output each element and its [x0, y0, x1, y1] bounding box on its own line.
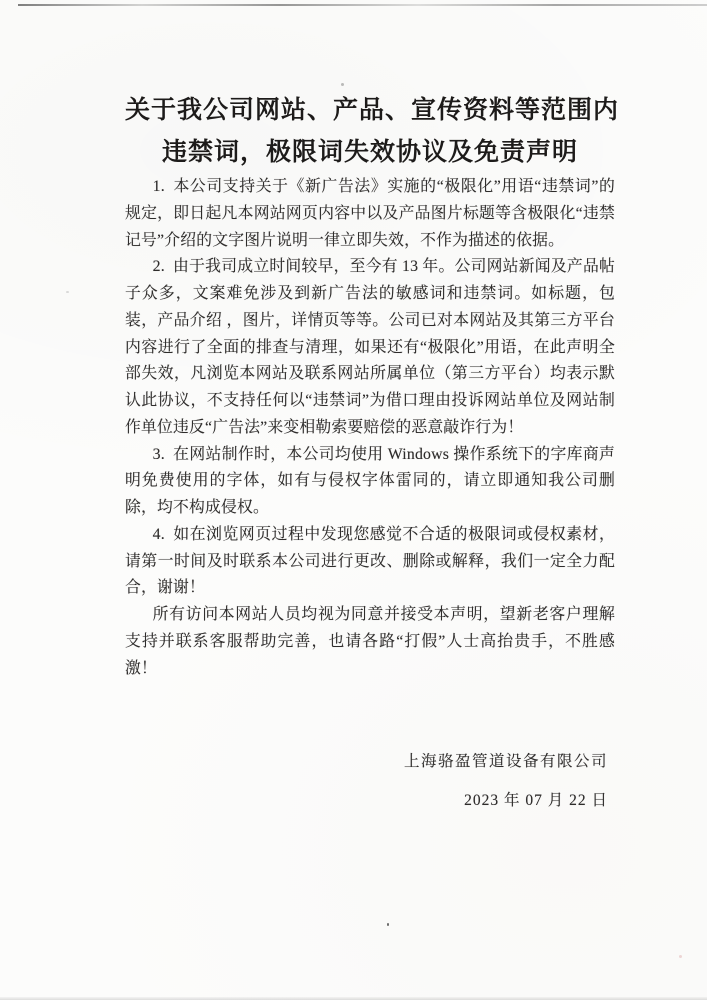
- paragraph-clause-4: 4. 如在浏览网页过程中发现您感觉不合适的极限词或侵权素材，请第一时间及时联系本公司进行更改、删除或解释，我们一定全力配合，谢谢！: [125, 525, 615, 597]
- document-title-line-2: 违禁词，极限词失效协议及免责声明: [161, 139, 578, 166]
- scan-speck: [341, 83, 344, 86]
- paragraph-clause-2: 2. 由于我司成立时间较早，至今有 13 年。公司网站新闻及产品帖子众多，文案难免涉及到新广告法的敏感词和违禁词。如标题，包装，产品介绍 ，图片，详情页等等。公司已对本网站及其第三方平台内容进行了全面的排查与清理，如果还有“极限化”用语，在此声明全部失效，凡浏览本网站及联系网站所属单位（第三方平台）均表示默认此协议，不支持任何以“违禁词”为借口理由投诉网站单位及网站制作单位违反“广告法”来变相勒索要赔偿的恶意敲诈行为！: [125, 258, 615, 436]
- paragraph-closing: 所有访问本网站人员均视为同意并接受本声明，望新老客户理解支持并联系客服帮助完善，也请各路“打假”人士高抬贵手，不胜感激！: [125, 606, 615, 677]
- document-body: [125, 174, 615, 682]
- document-title: [125, 90, 620, 174]
- scan-speck: [387, 923, 389, 926]
- document-date: 2023 年 07 月 22 日: [464, 792, 608, 810]
- document-content: [125, 0, 620, 810]
- scan-speck: [66, 291, 69, 293]
- paragraph-clause-1: 1. 本公司支持关于《新广告法》实施的“极限化”用语“违禁词”的规定，即日起凡本网站网页内容中以及产品图片标题等含极限化“违禁记号”介绍的文字图片说明一律立即失效，不作为描述的依据。: [125, 178, 615, 249]
- signature-block: [125, 749, 615, 810]
- paragraph-clause-3: 3. 在网站制作时，本公司均使用 Windows 操作系统下的字库商声明免费使用的字体，如有与侵权字体雷同的，请立即通知我公司删除，均不构成侵权。: [125, 445, 615, 516]
- company-name: 上海骆盈管道设备有限公司: [403, 753, 608, 771]
- document-title-line-1: 关于我公司网站、产品、宣传资料等范围内: [125, 97, 620, 124]
- scan-speck: [679, 955, 682, 958]
